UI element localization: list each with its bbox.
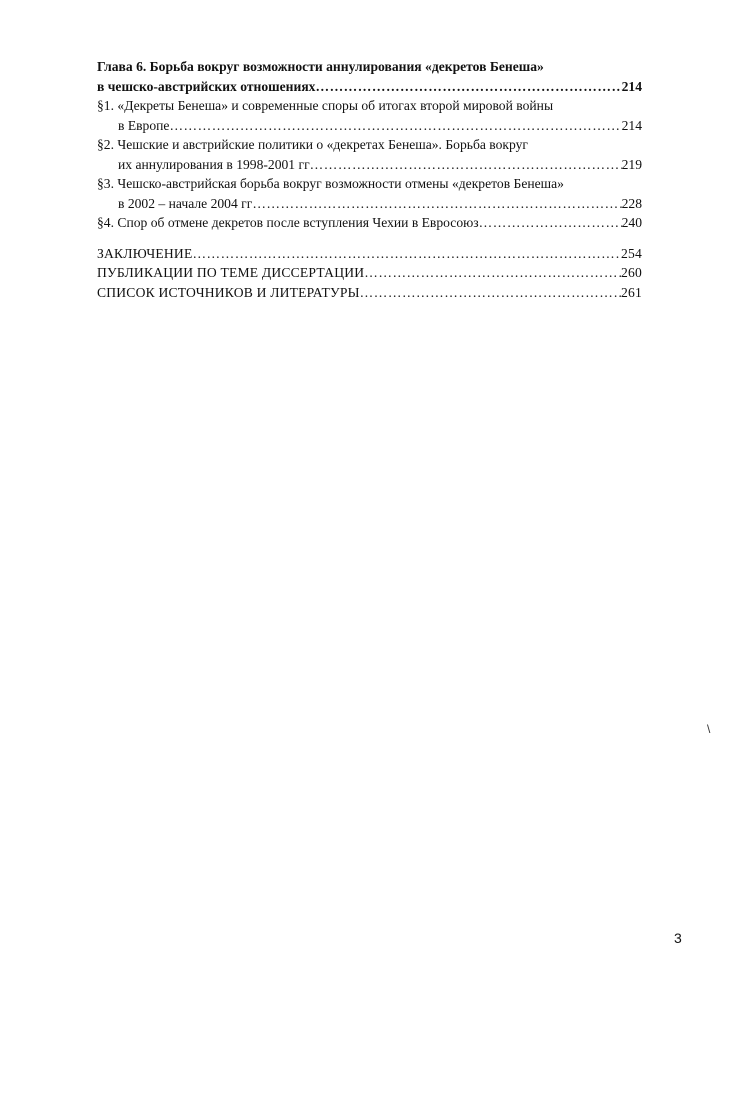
toc-section-title-cont: в 2002 – начале 2004 гг: [118, 195, 253, 211]
dot-leader: [252, 194, 621, 214]
toc-back-matter-title: ЗАКЛЮЧЕНИЕ: [97, 245, 193, 261]
toc-chapter-title-line2[interactable]: [97, 77, 642, 97]
toc-page-number: 214: [621, 117, 642, 133]
toc-publications[interactable]: [97, 263, 642, 283]
dot-leader: [310, 155, 622, 175]
dot-leader: [360, 283, 621, 303]
toc-section-2-line2[interactable]: [97, 155, 642, 175]
toc-chapter-title: Глава 6. Борьба вокруг возможности аннулирования «декретов Бенеша»: [97, 59, 544, 74]
dot-leader: [479, 213, 622, 233]
toc-section-title: §1. «Декреты Бенеша» и современные споры об итогах второй мировой войны: [97, 98, 554, 113]
toc-back-matter-title: СПИСОК ИСТОЧНИКОВ И ЛИТЕРАТУРЫ: [97, 284, 360, 300]
toc-page-number: 219: [621, 156, 642, 172]
toc-page-number: 260: [621, 265, 642, 280]
toc-section-1-line1[interactable]: [97, 96, 642, 116]
toc-section-1-line2[interactable]: [97, 116, 642, 136]
dot-leader: [192, 244, 621, 264]
dot-leader: [169, 116, 621, 136]
dot-leader: [315, 77, 621, 97]
dot-leader: [364, 263, 621, 283]
toc-section-title-cont: их аннулирования в 1998-2001 гг: [118, 156, 310, 172]
toc-section-title: §3. Чешско-австрийская борьба вокруг возможности отмены «декретов Бенеша»: [97, 176, 564, 191]
toc-back-matter-title: ПУБЛИКАЦИИ ПО ТЕМЕ ДИССЕРТАЦИИ: [97, 265, 365, 280]
table-of-contents: [97, 57, 642, 302]
toc-section-3-line1[interactable]: [97, 174, 642, 194]
toc-page-number: 240: [621, 215, 642, 230]
toc-section-title: §4. Спор об отмене декретов после вступления Чехии в Евросоюз: [97, 215, 479, 230]
toc-page-number: 261: [621, 284, 642, 300]
toc-chapter-title-cont: в чешско-австрийских отношениях: [97, 78, 316, 94]
toc-spacer: [97, 233, 642, 244]
page-number: 3: [674, 930, 682, 946]
toc-section-title: §2. Чешские и австрийские политики о «декретах Бенеша». Борьба вокруг: [97, 137, 529, 152]
toc-chapter-title-line1[interactable]: [97, 57, 642, 77]
toc-sources-literature[interactable]: [97, 283, 642, 303]
toc-page-number: 214: [621, 78, 642, 94]
toc-section-3-line2[interactable]: [97, 194, 642, 214]
toc-section-4[interactable]: [97, 213, 642, 233]
stray-mark: \: [707, 722, 711, 736]
toc-section-2-line1[interactable]: [97, 135, 642, 155]
toc-section-title-cont: в Европе: [118, 117, 170, 133]
toc-conclusion[interactable]: [97, 244, 642, 264]
toc-page-number: 228: [621, 195, 642, 211]
toc-page-number: 254: [621, 245, 642, 261]
